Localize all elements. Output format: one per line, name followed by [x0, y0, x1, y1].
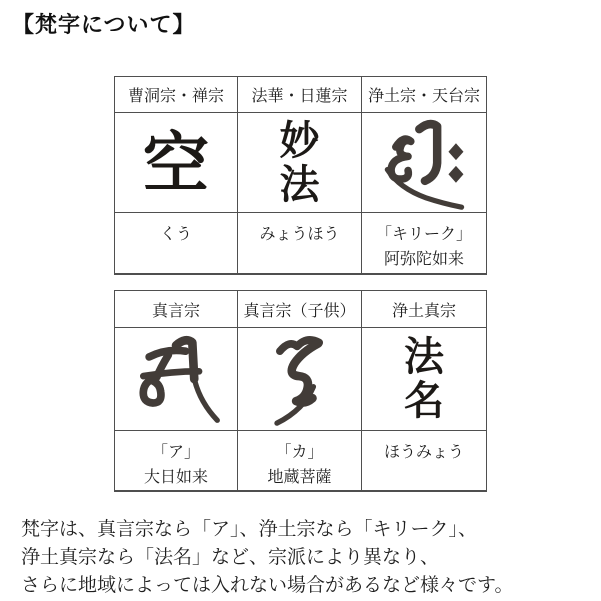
- table2-reading-ka: [238, 431, 362, 491]
- table2-header-shingon-kodomo: 真言宗（子供）: [238, 291, 362, 328]
- kanji-myo: 妙: [279, 116, 320, 164]
- table2-header-shingon: 真言宗: [115, 291, 238, 328]
- table1-header-hokke-nichiren: 法華・日蓮宗: [238, 77, 362, 113]
- reading-line: くう: [159, 226, 192, 243]
- table1-reading-ku: [115, 213, 238, 274]
- table1-reading-myoho: [238, 213, 362, 274]
- footer-line-3: さらに地域によっては入れない場合があるなど様々です。: [21, 575, 514, 596]
- table1-glyph-kiriku: [362, 113, 486, 213]
- table2-reading-a: [115, 431, 238, 491]
- footer-line-1: 梵字は、真言宗なら「ア」、浄土宗なら「キリーク」、: [21, 519, 478, 540]
- sect-table-1: [114, 76, 487, 275]
- kanji-myo2: 名: [404, 377, 444, 424]
- kanji-ho: 法: [279, 160, 320, 208]
- reading-line: ほうみょう: [383, 444, 464, 461]
- table1-glyph-myoho: [238, 113, 362, 213]
- table2-header-jodo-shinshu: 浄土真宗: [362, 291, 486, 328]
- table1-header-soto-zen: 曹洞宗・禅宗: [115, 77, 238, 113]
- footer-description: [21, 516, 587, 600]
- kanji-ku: 空: [143, 123, 209, 202]
- reading-line: みょうほう: [259, 226, 340, 243]
- page-title: 【梵字について】: [12, 12, 196, 37]
- a-bonji-icon: [124, 331, 228, 427]
- table1-glyph-ku: [115, 113, 238, 213]
- table2-glyph-homyo: [362, 328, 486, 431]
- sect-table-2: [114, 290, 487, 492]
- table2-glyph-ka: [238, 328, 362, 431]
- reading-line: 阿弥陀如来: [383, 251, 464, 268]
- ka-bonji-icon: [252, 329, 348, 429]
- reading-line: 地蔵菩薩: [267, 469, 332, 486]
- reading-line: 「キリーク」: [375, 226, 472, 243]
- kanji-ho2: 法: [404, 333, 444, 380]
- table1-reading-kiriku: [362, 213, 486, 274]
- reading-line: 「ア」: [151, 444, 200, 461]
- table2-reading-homyo: [362, 431, 486, 491]
- table1-header-jodo-tendai: 浄土宗・天台宗: [362, 77, 486, 113]
- kiriku-bonji-icon: [374, 116, 474, 210]
- table2-glyph-a: [115, 328, 238, 431]
- reading-line: 「カ」: [275, 444, 324, 461]
- footer-line-2: 浄土真宗なら「法名」など、宗派により異なり、: [21, 547, 440, 568]
- reading-line: 大日如来: [143, 469, 208, 486]
